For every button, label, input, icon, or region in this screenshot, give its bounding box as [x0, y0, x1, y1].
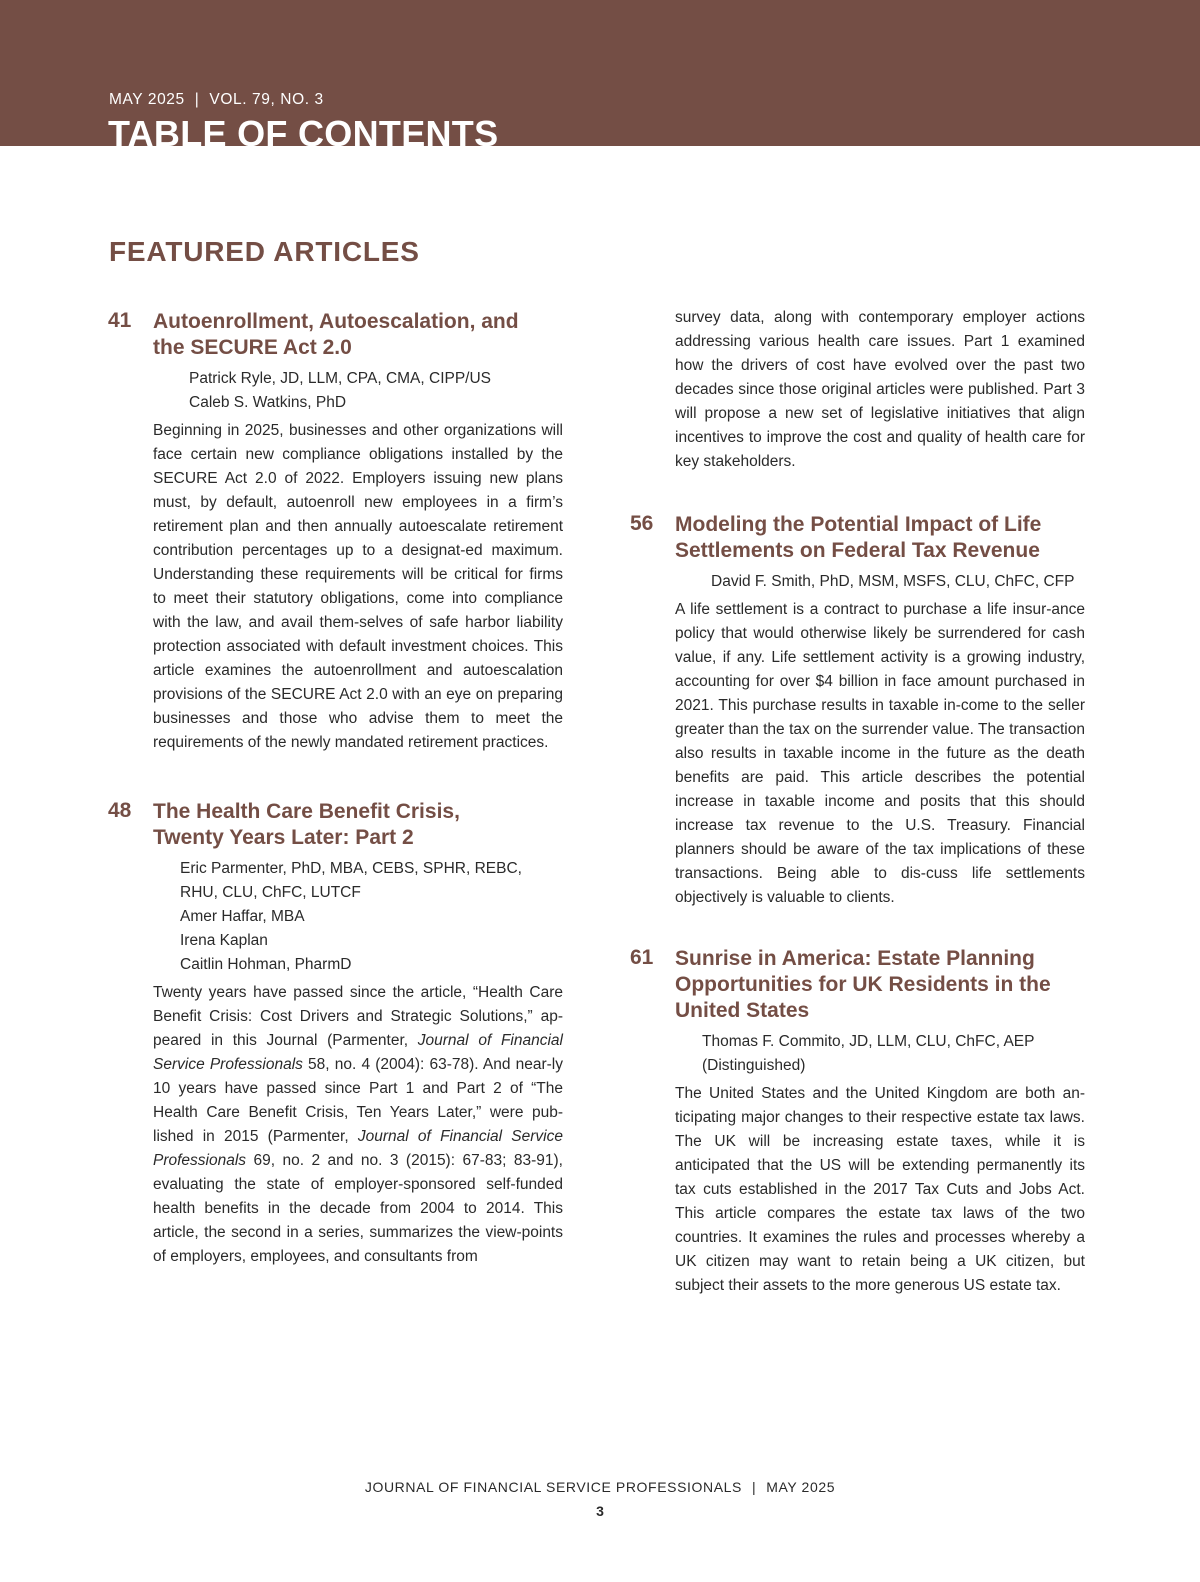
article-authors [702, 1030, 1085, 1078]
article-41 [108, 309, 563, 755]
issue-date: MAY 2025 [109, 91, 185, 108]
right-column [630, 306, 1085, 1298]
article-title[interactable] [675, 946, 1085, 1024]
author: Thomas F. Commito, JD, LLM, CLU, ChFC, AEP [702, 1033, 1035, 1050]
author: Caleb S. Watkins, PhD [189, 394, 347, 411]
author: David F. Smith, PhD, MSM, MSFS, CLU, ChFC, CFP [711, 573, 1075, 590]
section-title: FEATURED ARTICLES [109, 236, 420, 267]
article-page-number: 48 [108, 799, 132, 822]
footer-separator: | [751, 1479, 757, 1495]
author: RHU, CLU, ChFC, LUTCF [180, 884, 361, 901]
journal-citation: Journal of Financial Service Professionals [153, 1032, 563, 1073]
article-title[interactable] [153, 799, 563, 851]
article-56 [630, 512, 1085, 910]
issue-volume: VOL. 79, NO. 3 [209, 91, 324, 108]
article-page-number: 41 [108, 309, 132, 332]
article-authors [189, 367, 563, 415]
article-48-continuation: survey data, along with contemporary employer actions addressing various health care issues. Part 1 examined how the drivers of cost have evolved over the past two decades since those original articles were published. Part 3 will propose a new set of legislative initiatives that align incentives to improve the cost and quality of health care for key stakeholders. [675, 309, 1085, 470]
author: Caitlin Hohman, PharmD [180, 956, 352, 973]
author: Amer Haffar, MBA [180, 908, 305, 925]
page-title: TABLE OF CONTENTS [108, 113, 499, 146]
issue-info [109, 91, 324, 109]
article-title-line: Autoenrollment, Autoescalation, and [153, 310, 519, 333]
journal-citation: Journal of Financial Service Professionals [153, 1128, 563, 1169]
abstract-text: Twenty years have passed since the article, “Health Care Benefit Crisis: Cost Drivers and Strategic Solutions,” ap-peared in this Journal (Parmenter, [153, 984, 563, 1049]
article-title-line: The Health Care Benefit Crisis, [153, 800, 460, 823]
article-page-number: 56 [630, 512, 654, 535]
article-abstract: The United States and the United Kingdom are both an-ticipating major changes to their respective estate tax laws. The UK will be increasing estate taxes, while it is anticipated that the US will be extending permanently its tax cuts established in the 2017 Tax Cuts and Jobs Act. This article compares the estate tax laws of the two countries. It examines the rules and processes whereby a UK citizen may want to retain being a UK citizen, but subject their assets to the more generous US estate tax. [675, 1085, 1085, 1294]
article-title-line: Twenty Years Later: Part 2 [153, 826, 414, 849]
article-title-line: Opportunities for UK Residents in the [675, 973, 1051, 996]
abstract-text: 58, no. 4 (2004): 63-78). And near-ly 10 years have passed since Part 1 and Part 2 of “The Health Care Benefit Crisis, Ten Years Later,” were pub-lished in 2015 (Parmenter, [153, 1056, 563, 1145]
abstract-text: 69, no. 2 and no. 3 (2015): 67-83; 83-91), evaluating the state of employer-sponsored self-funded health benefits in the decade from 2004 to 2014. This article, the second in a series, summarizes the view-points of employers, employees, and consultants from [153, 1152, 563, 1265]
article-abstract: A life settlement is a contract to purchase a life insur-ance policy that would otherwise likely be surrendered for cash value, if any. Life settlement activity is a growing industry, accounting for over $4 billion in face amount purchased in 2021. This purchase results in taxable in-come to the seller greater than the tax on the surrender value. The transaction also results in taxable income in the future as the death benefits are paid. This article describes the potential increase in taxable income and posits that this should increase tax revenue to the U.S. Treasury. Financial planners should be aware of the tax implications of these transactions. Being able to dis-cuss life settlements objectively is valuable to clients. [675, 601, 1085, 906]
article-title-line: United States [675, 999, 810, 1022]
article-title-line: the SECURE Act 2.0 [153, 336, 352, 359]
author: Patrick Ryle, JD, LLM, CPA, CMA, CIPP/US [189, 370, 492, 387]
article-title-line: Modeling the Potential Impact of Life [675, 513, 1042, 536]
article-authors [711, 570, 1085, 594]
issue-separator: | [194, 91, 200, 108]
page-number: 3 [596, 1503, 604, 1519]
left-column [108, 309, 563, 1269]
footer [0, 1479, 1200, 1495]
article-abstract [153, 981, 563, 1269]
article-abstract: Beginning in 2025, businesses and other organizations will face certain new compliance obligations installed by the SECURE Act 2.0 of 2022. Employers issuing new plans must, by default, autoenroll new employees in a firm’s retirement plan and then annually autoescalate retirement contribution percentages up to a designat-ed maximum. Understanding these requirements will be critical for firms to meet their statutory obligations, come into compliance with the law, and avail them-selves of safe harbor liability protection associated with default investment choices. This article examines the autoenrollment and autoescalation provisions of the SECURE Act 2.0 with an eye on preparing businesses and those who advise them to meet the requirements of the newly mandated retirement practices. [153, 422, 563, 751]
article-authors [180, 857, 563, 977]
footer-date: MAY 2025 [766, 1479, 836, 1495]
header-banner [0, 0, 1200, 146]
article-61 [630, 946, 1085, 1298]
article-title-line: Sunrise in America: Estate Planning [675, 947, 1035, 970]
article-title-line: Settlements on Federal Tax Revenue [675, 539, 1040, 562]
author: (Distinguished) [702, 1057, 806, 1074]
author: Irena Kaplan [180, 932, 268, 949]
article-title[interactable] [153, 309, 563, 361]
article-48 [108, 799, 563, 1269]
article-title[interactable] [675, 512, 1085, 564]
article-page-number: 61 [630, 946, 654, 969]
author: Eric Parmenter, PhD, MBA, CEBS, SPHR, REBC, [180, 860, 522, 877]
footer-journal: JOURNAL OF FINANCIAL SERVICE PROFESSIONALS [364, 1479, 742, 1495]
